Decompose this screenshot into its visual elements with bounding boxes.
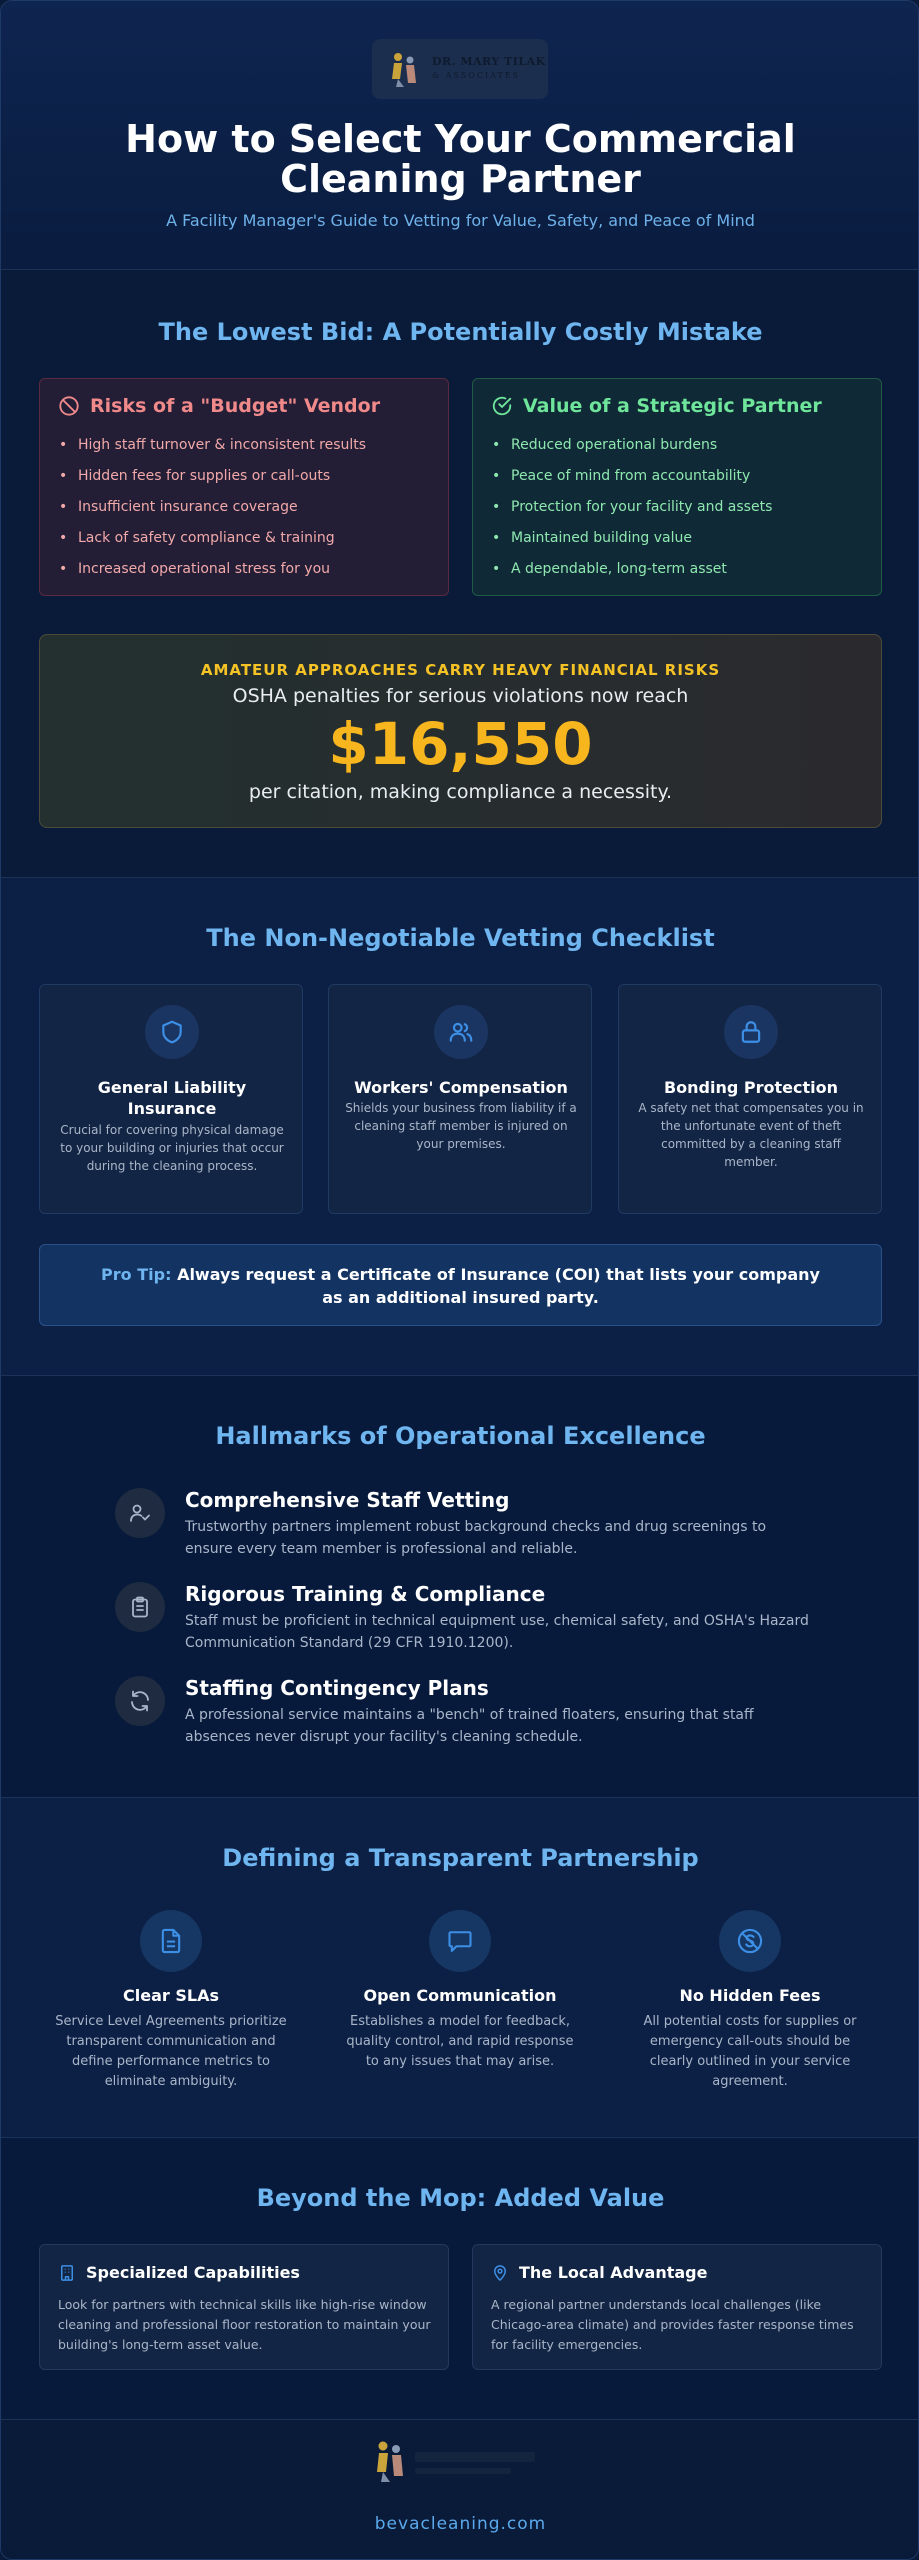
footer bbox=[1, 2419, 919, 2560]
logo-mark-icon bbox=[386, 49, 424, 89]
risks-list bbox=[58, 435, 366, 590]
list-item: • Maintained building value bbox=[491, 528, 772, 559]
penalty-amount: $16,550 bbox=[328, 710, 593, 778]
transparency-title: No Hidden Fees bbox=[679, 1986, 821, 2005]
card-description: Shields your business from liability if a cleaning staff member is injured on your premises. bbox=[345, 1101, 577, 1151]
transparency-title: Clear SLAs bbox=[123, 1986, 219, 2005]
added-value-section bbox=[1, 2137, 919, 2419]
prohibited-icon bbox=[58, 395, 80, 417]
section-title: Hallmarks of Operational Excellence bbox=[215, 1422, 706, 1450]
chat-bubble-icon bbox=[446, 1927, 474, 1955]
list-item: • A dependable, long-term asset bbox=[491, 559, 772, 590]
user-check-icon bbox=[128, 1501, 152, 1525]
penalty-text-bottom: per citation, making compliance a necessity. bbox=[248, 781, 673, 803]
pro-tip-callout bbox=[39, 1244, 882, 1326]
added-value-card bbox=[39, 2244, 449, 2370]
hallmark-description: Trustworthy partners implement robust background checks and drug screenings to ensure every team member is professional and reliable. bbox=[185, 1519, 767, 1557]
website-link[interactable]: bevacleaning.com bbox=[374, 2514, 547, 2534]
document-icon bbox=[157, 1927, 185, 1955]
hallmark-title: Comprehensive Staff Vetting bbox=[185, 1488, 510, 1512]
section-title: The Non-Negotiable Vetting Checklist bbox=[206, 924, 715, 952]
section-title: The Lowest Bid: A Potentially Costly Mistake bbox=[158, 318, 763, 346]
no-dollar-icon bbox=[736, 1927, 764, 1955]
risks-card bbox=[39, 378, 449, 596]
card-description: A regional partner understands local challenges (like Chicago-area climate) and provides faster response times for facility emergencies. bbox=[491, 2297, 854, 2352]
added-value-card bbox=[472, 2244, 882, 2370]
card-title: Specialized Capabilities bbox=[86, 2263, 300, 2282]
clipboard-icon bbox=[128, 1595, 152, 1619]
building-icon bbox=[58, 2264, 76, 2282]
page-subtitle: A Facility Manager's Guide to Vetting for Value, Safety, and Peace of Mind bbox=[166, 211, 755, 230]
hallmark-title: Rigorous Training & Compliance bbox=[185, 1582, 546, 1606]
section-title: Beyond the Mop: Added Value bbox=[256, 2184, 665, 2212]
card-description: Crucial for covering physical damage to your building or injuries that occur during the cleaning process. bbox=[60, 1123, 284, 1173]
page-title: How to Select Your Commercial Cleaning Partner bbox=[125, 117, 796, 201]
transparency-title: Open Communication bbox=[363, 1986, 557, 2005]
company-logo bbox=[372, 39, 548, 99]
penalty-eyebrow: AMATEUR APPROACHES CARRY HEAVY FINANCIAL RISKS bbox=[200, 661, 721, 679]
pro-tip-label: Pro Tip: bbox=[101, 1265, 172, 1284]
value-list bbox=[491, 435, 772, 590]
footer-logo bbox=[371, 2436, 551, 2492]
insurance-card bbox=[328, 984, 592, 1214]
hallmark-title: Staffing Contingency Plans bbox=[185, 1676, 489, 1700]
penalty-text-top: OSHA penalties for serious violations now reach bbox=[232, 685, 689, 707]
penalty-callout bbox=[39, 634, 882, 828]
logo-text-name: DR. MARY TILAK bbox=[432, 55, 546, 68]
insurance-card bbox=[39, 984, 303, 1214]
pro-tip-text: Always request a Certificate of Insurance (COI) that lists your company as an additional insured party. bbox=[177, 1265, 820, 1307]
card-description: Look for partners with technical skills like high-rise window cleaning and professional floor restoration to maintain your building's long-term asset value. bbox=[58, 2297, 431, 2352]
transparency-description: All potential costs for supplies or emergency call-outs should be clearly outlined in your service agreement. bbox=[643, 2014, 857, 2089]
risks-heading: Risks of a "Budget" Vendor bbox=[90, 395, 381, 417]
header bbox=[1, 1, 919, 269]
list-item: • Insufficient insurance coverage bbox=[58, 497, 366, 528]
shield-icon bbox=[159, 1019, 185, 1045]
lowest-bid-section bbox=[1, 269, 919, 877]
list-item: • High staff turnover & inconsistent results bbox=[58, 435, 366, 466]
logo-text-associates: & ASSOCIATES bbox=[432, 71, 521, 80]
map-pin-icon bbox=[491, 2264, 509, 2282]
card-title: Bonding Protection bbox=[663, 1078, 839, 1097]
checklist-section bbox=[1, 877, 919, 1375]
refresh-icon bbox=[128, 1689, 152, 1713]
transparency-description: Establishes a model for feedback, quality control, and rapid response to any issues that may arise. bbox=[346, 2014, 574, 2069]
value-card bbox=[472, 378, 882, 596]
list-item: • Lack of safety compliance & training bbox=[58, 528, 366, 559]
lock-icon bbox=[738, 1019, 764, 1045]
hallmark-description: A professional service maintains a "bench" of trained floaters, ensuring that staff absences never disrupt your facility's cleaning schedule. bbox=[185, 1707, 754, 1745]
card-title: General Liability Insurance bbox=[97, 1078, 247, 1118]
section-title: Defining a Transparent Partnership bbox=[222, 1844, 699, 1872]
hallmark-description: Staff must be proficient in technical equipment use, chemical safety, and OSHA's Hazard Communication Standard (29 CFR 1910.1200). bbox=[185, 1613, 809, 1651]
value-heading: Value of a Strategic Partner bbox=[523, 395, 822, 417]
list-item: • Reduced operational burdens bbox=[491, 435, 772, 466]
transparency-section bbox=[1, 1797, 919, 2137]
list-item: • Hidden fees for supplies or call-outs bbox=[58, 466, 366, 497]
insurance-card bbox=[618, 984, 882, 1214]
card-title: The Local Advantage bbox=[519, 2263, 708, 2282]
list-item: • Increased operational stress for you bbox=[58, 559, 366, 590]
list-item: • Protection for your facility and assets bbox=[491, 497, 772, 528]
transparency-description: Service Level Agreements prioritize transparent communication and define performance metrics to eliminate ambiguity. bbox=[55, 2014, 287, 2089]
card-title: Workers' Compensation bbox=[354, 1078, 568, 1097]
check-circle-icon bbox=[491, 395, 513, 417]
card-description: A safety net that compensates you in the unfortunate event of theft committed by a cleaning staff member. bbox=[638, 1101, 864, 1169]
list-item: • Peace of mind from accountability bbox=[491, 466, 772, 497]
hallmarks-section bbox=[1, 1375, 919, 1797]
users-icon bbox=[448, 1019, 474, 1045]
